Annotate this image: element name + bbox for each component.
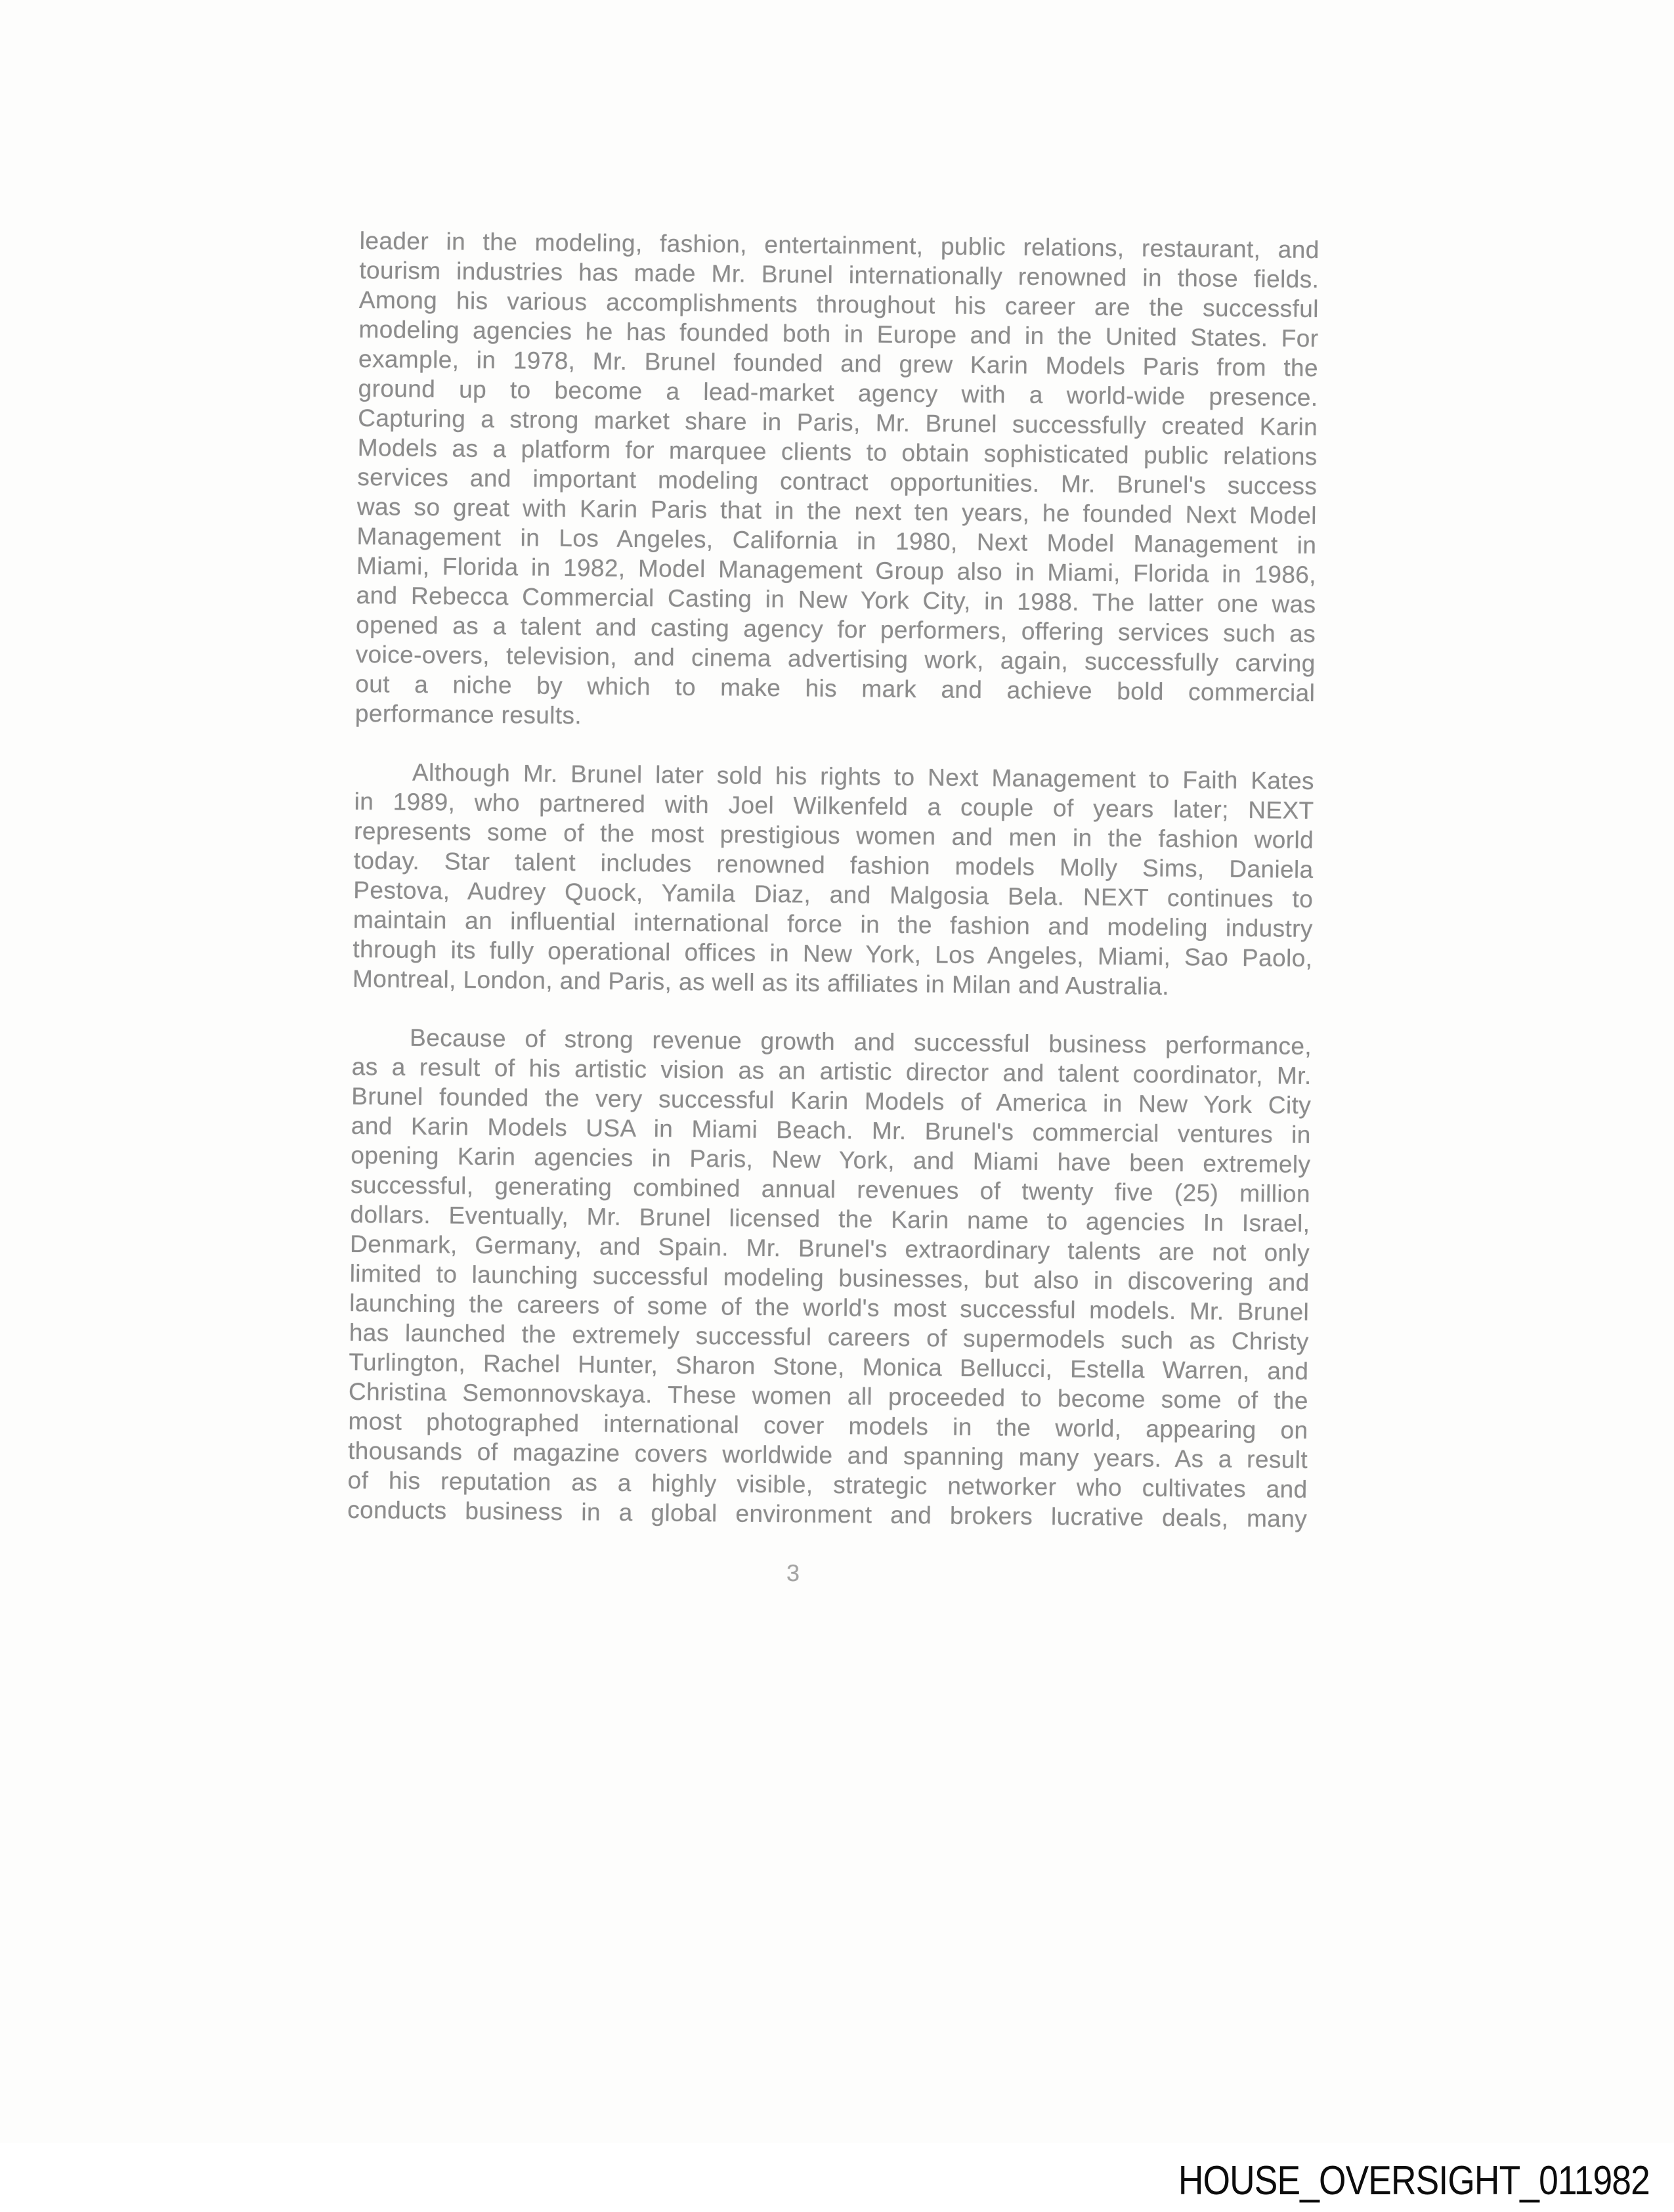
text-line: Montreal, London, and Paris, as well as its affiliates in Milan and Australia. xyxy=(352,965,1170,1000)
text-line: was so great with Karin Paris that in the next ten years, he founded Next Model xyxy=(356,492,1318,530)
text-line: opening Karin agencies in Paris, New York, and Miami have been extremely xyxy=(351,1141,1311,1178)
text-line: successful, generating combined annual revenues of twenty five (25) million xyxy=(350,1171,1311,1207)
text-line: today. Star talent includes renowned fashion models Molly Sims, Daniela xyxy=(353,846,1314,883)
paragraph xyxy=(347,1022,1312,1534)
text-line: Models as a platform for marquee clients to obtain sophisticated public relations xyxy=(357,433,1318,471)
text-line: Denmark, Germany, and Spain. Mr. Brunel's extraordinary talents are not only xyxy=(349,1230,1310,1267)
text-line: performance results. xyxy=(354,699,582,729)
text-line: opened as a talent and casting agency for performers, offering services such as xyxy=(355,611,1316,648)
paragraph xyxy=(355,226,1320,737)
text-line: Miami, Florida in 1982, Model Management Group also in Miami, Florida in 1986, xyxy=(356,552,1317,589)
text-line: Pestova, Audrey Quock, Yamila Diaz, and Malgosia Bela. NEXT continues to xyxy=(353,876,1314,913)
text-line: Turlington, Rachel Hunter, Sharon Stone, Monica Bellucci, Estella Warren, and xyxy=(349,1348,1309,1385)
text-line: and Rebecca Commercial Casting in New York City, in 1988. The latter one was xyxy=(356,581,1316,618)
text-line: ground up to become a lead-market agency with a world-wide presence. xyxy=(358,374,1318,412)
text-line: limited to launching successful modeling businesses, but also in discovering and xyxy=(349,1259,1310,1296)
text-line: example, in 1978, Mr. Brunel founded and grew Karin Models Paris from the xyxy=(358,345,1319,382)
text-line: dollars. Eventually, Mr. Brunel licensed the Karin name to agencies In Israel, xyxy=(350,1200,1310,1237)
text-line: Capturing a strong market share in Paris, Mr. Brunel successfully created Karin xyxy=(357,404,1318,441)
text-line: services and important modeling contract opportunities. Mr. Brunel's success xyxy=(357,463,1318,500)
paragraph xyxy=(353,757,1314,1003)
text-line: tourism industries has made Mr. Brunel internationally renowned in those fields. xyxy=(359,256,1320,293)
page-number: 3 xyxy=(786,1559,800,1587)
text-line: and Karin Models USA in Miami Beach. Mr. Brunel's commercial ventures in xyxy=(351,1112,1311,1148)
text-line: Brunel founded the very successful Karin Models of America in New York City xyxy=(351,1082,1312,1119)
text-line: as a result of his artistic vision as an artistic director and talent coordinator, Mr. xyxy=(351,1052,1312,1089)
text-line: Among his various accomplishments throughout his career are the successful xyxy=(358,286,1320,323)
text-line: maintain an influential international force in the fashion and modeling industry xyxy=(353,905,1313,942)
text-line: conducts business in a global environment and brokers lucrative deals, many xyxy=(347,1496,1308,1532)
text-line: most photographed international cover models in the world, appearing on xyxy=(348,1407,1308,1444)
text-line: launching the careers of some of the world's most successful models. Mr. Brunel xyxy=(349,1289,1310,1326)
text-line: in 1989, who partnered with Joel Wilkenfeld a couple of years later; NEXT xyxy=(354,787,1314,824)
text-line: modeling agencies he has founded both in Europe and in the United States. For xyxy=(358,315,1319,353)
text-line: out a niche by which to make his mark and achieve bold commercial xyxy=(355,670,1316,707)
text-line: thousands of magazine covers worldwide and spanning many years. As a result xyxy=(347,1437,1308,1473)
text-line: Because of strong revenue growth and successful business performance, xyxy=(409,1024,1312,1060)
text-line: of his reputation as a highly visible, strategic networker who cultivates and xyxy=(347,1466,1308,1503)
page-text xyxy=(347,226,1320,1534)
text-line: represents some of the most prestigious women and men in the fashion world xyxy=(353,817,1314,854)
text-line: leader in the modeling, fashion, entertainment, public relations, restaurant, and xyxy=(359,227,1320,264)
text-line: through its fully operational offices in New York, Los Angeles, Miami, Sao Paolo, xyxy=(353,935,1313,972)
text-line: voice-overs, television, and cinema advertising work, again, successfully carving xyxy=(355,640,1316,678)
bates-number-label: HOUSE_OVERSIGHT_011982 xyxy=(1178,2158,1650,2203)
text-line: has launched the extremely successful careers of supermodels such as Christy xyxy=(349,1318,1309,1355)
text-line: Management in Los Angeles, California in 1980, Next Model Management in xyxy=(356,522,1317,559)
text-line: Although Mr. Brunel later sold his rights to Next Management to Faith Kates xyxy=(412,758,1315,794)
text-line: Christina Semonnovskaya. These women all proceeded to become some of the xyxy=(348,1377,1309,1414)
